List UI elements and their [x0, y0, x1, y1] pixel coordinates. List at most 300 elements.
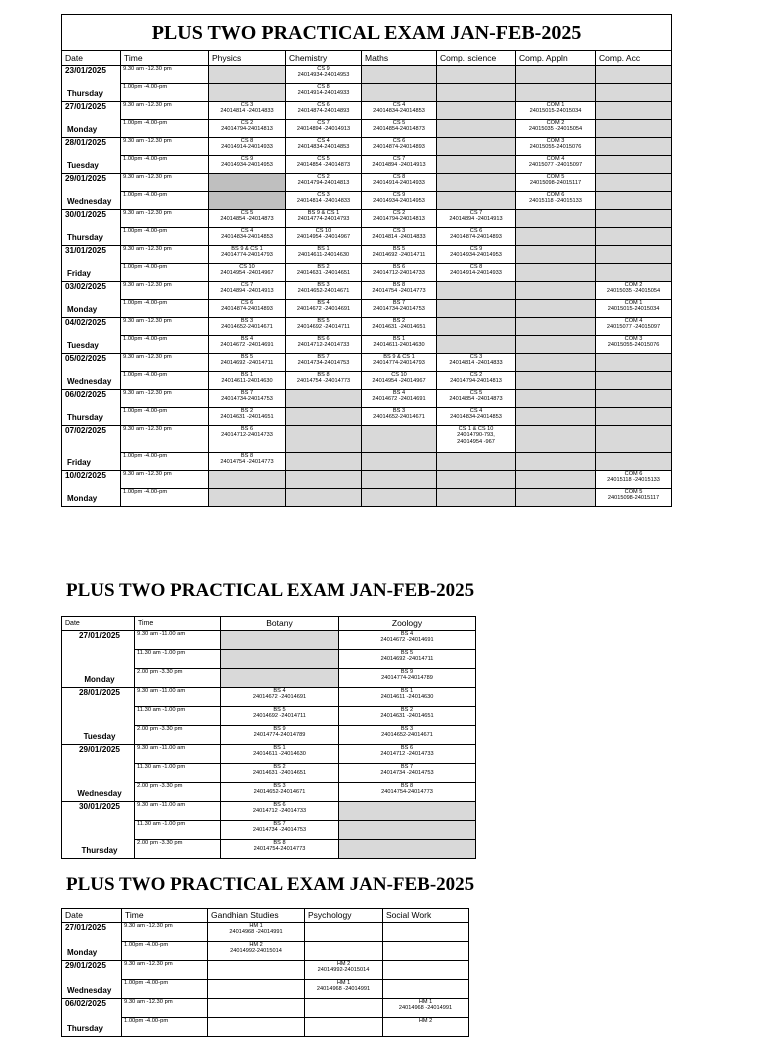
empty-slot: [516, 264, 596, 282]
empty-slot: [516, 471, 596, 489]
batch-label: CS 10: [391, 372, 407, 378]
empty-slot: [383, 923, 469, 942]
batch-label: BS 8: [273, 840, 286, 846]
empty-slot: [362, 66, 437, 84]
empty-slot: [339, 840, 476, 859]
empty-slot: [596, 426, 672, 453]
register-range: 24014611-24014630: [221, 378, 273, 385]
table-row: [62, 961, 469, 980]
day-label: Friday: [67, 269, 92, 278]
slot-cell: [516, 120, 596, 138]
time-cell: 9.30 am -12.30 pm: [121, 210, 209, 228]
empty-slot: [437, 318, 516, 336]
time-cell: 9.30 am -11.00 am: [135, 802, 221, 821]
empty-slot: [209, 174, 286, 192]
batch-label: BS 2: [273, 764, 286, 770]
empty-slot: [437, 174, 516, 192]
date-label: 05/02/2025: [65, 354, 106, 363]
date-cell: [62, 923, 122, 961]
date-cell: [62, 174, 121, 210]
column-header: Date: [62, 51, 121, 66]
batch-label: COM 5: [624, 489, 643, 495]
batch-label: BS 3: [317, 282, 330, 288]
register-range: 24014712 -24014733: [380, 751, 434, 758]
empty-slot: [339, 802, 476, 821]
batch-label: BS 9: [273, 726, 286, 732]
empty-slot: [221, 669, 339, 688]
empty-slot: [596, 228, 672, 246]
slot-cell: [437, 354, 516, 372]
empty-slot: [437, 336, 516, 354]
register-range: 24014692 -24014711: [253, 713, 306, 720]
date-cell: [62, 318, 121, 354]
slot-cell: [305, 980, 383, 999]
slot-cell: [208, 942, 305, 961]
table-row: [62, 688, 476, 707]
time-cell: 11.30 am -1.00 pm: [135, 707, 221, 726]
batch-label: BS 8: [400, 783, 414, 789]
register-range: 24014874-24014893: [373, 144, 425, 151]
slot-cell: [221, 840, 339, 859]
slot-cell: [221, 802, 339, 821]
register-range: 24014992-24015014: [317, 967, 370, 974]
day-label: Tuesday: [83, 732, 116, 741]
time-cell: 9.30 am -12.30 pm: [121, 426, 209, 453]
empty-slot: [437, 102, 516, 120]
slot-cell: [339, 631, 476, 650]
table-row: [62, 228, 672, 246]
table-row: [62, 489, 672, 507]
batch-label: CS 2: [317, 174, 330, 180]
batch-label: BS 5: [400, 650, 414, 656]
time-cell: 9.30 am -12.30 pm: [121, 390, 209, 408]
slot-cell: [362, 300, 437, 318]
register-range: 24014672 -24014691: [372, 396, 426, 403]
slot-cell: [221, 726, 339, 745]
date-cell: [62, 390, 121, 426]
slot-cell: [362, 102, 437, 120]
register-range: 24014794-24014813: [373, 216, 425, 223]
batch-label: CS 9: [392, 192, 406, 198]
slot-cell: [516, 138, 596, 156]
register-range: 24014914-24014933: [450, 270, 502, 277]
register-range: 24014692 -24014711: [220, 360, 274, 367]
batch-label: CS 1 & CS 10: [458, 426, 494, 432]
register-range: 24014672 -24014691: [220, 342, 274, 349]
empty-slot: [516, 246, 596, 264]
register-range: 24014734 -24014753: [380, 770, 434, 777]
day-label: Wednesday: [77, 789, 122, 798]
slot-cell: [209, 336, 286, 354]
register-range: 24015098-24015117: [529, 180, 582, 187]
register-range: 24015077 -24015097: [606, 324, 661, 331]
empty-slot: [208, 980, 305, 999]
batch-label: CS 7: [469, 210, 483, 216]
batch-label: CS 3: [240, 102, 254, 108]
batch-label: BS 9: [400, 669, 414, 675]
empty-slot: [516, 372, 596, 390]
register-range: 24014712-24014733: [373, 270, 425, 277]
batch-label: CS 4: [392, 102, 406, 108]
batch-label: BS 4: [240, 336, 254, 342]
batch-label: CS 7: [317, 120, 330, 126]
date-label: 29/01/2025: [65, 961, 106, 970]
empty-slot: [437, 300, 516, 318]
slot-cell: [286, 336, 362, 354]
empty-slot: [362, 471, 437, 489]
day-label: Tuesday: [67, 341, 99, 350]
batch-label: CS 3: [469, 354, 483, 360]
register-range: 24014734-24014753: [221, 396, 273, 403]
table-row: [62, 980, 469, 999]
time-cell: 9.30 am -12.30 pm: [121, 282, 209, 300]
batch-label: CS 7: [240, 282, 254, 288]
day-label: Monday: [67, 948, 98, 957]
time-cell: 9.30 am -12.30 pm: [121, 246, 209, 264]
column-header: Date: [62, 909, 122, 923]
slot-cell: [437, 228, 516, 246]
header-row: [62, 51, 672, 66]
date-cell: [62, 426, 121, 471]
slot-cell: [516, 192, 596, 210]
batch-label: COM 4: [624, 318, 643, 324]
register-range: 24014774-24014789: [381, 675, 433, 682]
batch-label: COM 1: [546, 102, 565, 108]
slot-cell: [209, 246, 286, 264]
slot-cell: [286, 300, 362, 318]
register-range: 24014692 -24014711: [380, 656, 434, 663]
register-range: 24014734-24014753: [297, 360, 350, 367]
batch-label: BS 6: [317, 336, 330, 342]
day-label: Friday: [67, 458, 92, 467]
batch-label: BS 4: [317, 300, 330, 306]
register-range: 24014754-24014773: [253, 846, 306, 853]
slot-cell: [437, 264, 516, 282]
empty-slot: [286, 390, 362, 408]
empty-slot: [596, 264, 672, 282]
slot-cell: [209, 426, 286, 453]
date-cell: [62, 471, 121, 507]
batch-label: CS 6: [469, 228, 483, 234]
slot-cell: [286, 210, 362, 228]
register-range: 24014754 -24014773: [372, 288, 426, 295]
register-range: 24014914-24014933: [297, 90, 350, 97]
empty-slot: [286, 489, 362, 507]
table-row: [62, 426, 672, 453]
register-range: 24014611 -24014630: [253, 751, 306, 758]
empty-slot: [516, 228, 596, 246]
batch-label: CS 10: [239, 264, 255, 270]
register-range: 24015015-24015034: [529, 108, 582, 115]
register-range: 24014914-24014933: [221, 144, 273, 151]
slot-cell: [221, 783, 339, 802]
day-label: Monday: [67, 305, 98, 314]
slot-cell: [286, 138, 362, 156]
empty-slot: [286, 471, 362, 489]
slot-cell: [362, 228, 437, 246]
date-cell: [62, 138, 121, 174]
batch-label: CS 9: [469, 246, 483, 252]
day-label: Thursday: [67, 413, 104, 422]
register-range: 24014914-24014933: [373, 180, 425, 187]
empty-slot: [286, 426, 362, 453]
register-range: 24015015-24015034: [607, 306, 660, 313]
column-header: Physics: [209, 51, 286, 66]
register-range: 24014712-24014733: [297, 342, 350, 349]
empty-slot: [596, 138, 672, 156]
slot-cell: [209, 453, 286, 471]
register-range: 24014611-24014630: [373, 342, 425, 349]
batch-label: CS 10: [315, 228, 332, 234]
register-range: 24014854 -24014873: [220, 216, 274, 223]
slot-cell: [209, 408, 286, 426]
register-range: 24014734 -24014753: [252, 827, 307, 834]
time-cell: 1.00pm -4.00-pm: [122, 980, 208, 999]
batch-label: BS 9 & CS 1: [231, 246, 263, 252]
slot-cell: [209, 264, 286, 282]
empty-slot: [596, 453, 672, 471]
register-range: 24015055-24015076: [607, 342, 660, 349]
register-range: 24014934-24014953: [221, 162, 273, 169]
day-label: Thursday: [67, 89, 104, 98]
batch-label: CS 5: [240, 210, 254, 216]
day-label: Thursday: [67, 233, 104, 242]
column-header: Date: [62, 617, 135, 631]
register-range: 24014712-24014733: [221, 432, 273, 439]
empty-slot: [362, 84, 437, 102]
time-cell: 1.00pm -4.00-pm: [122, 1018, 208, 1037]
time-cell: 1.00pm -4.00-pm: [121, 453, 209, 471]
time-cell: 1.00pm -4.00-pm: [121, 489, 209, 507]
batch-label: COM 6: [624, 471, 643, 477]
date-label: 29/01/2025: [65, 174, 106, 183]
time-cell: 9.30 am -12.30 pm: [121, 318, 209, 336]
register-range: 24014774-24014789: [253, 732, 306, 739]
slot-cell: [339, 726, 476, 745]
time-cell: 9.30 am -12.30 pm: [121, 471, 209, 489]
slot-cell: [437, 372, 516, 390]
column-header: Zoology: [339, 617, 476, 631]
register-range: 24014834-24014853: [450, 414, 502, 421]
slot-cell: [286, 192, 362, 210]
day-label: Wednesday: [67, 986, 112, 995]
exam-schedule-biology: [61, 616, 476, 859]
table-row: [62, 923, 469, 942]
table-row: [62, 318, 672, 336]
table-row: [62, 156, 672, 174]
register-range: 24015035 -24015054: [528, 126, 583, 133]
batch-label: COM 3: [624, 336, 643, 342]
slot-cell: [209, 282, 286, 300]
batch-label: BS 8: [392, 282, 406, 288]
batch-label: BS 2: [392, 318, 406, 324]
column-header: Botany: [221, 617, 339, 631]
date-label: 27/01/2025: [65, 102, 106, 111]
batch-label: BS 3: [400, 726, 414, 732]
batch-label: BS 6: [400, 745, 414, 751]
date-cell: [62, 961, 122, 999]
register-range: 24014712 -24014733: [252, 808, 307, 815]
batch-label: HM 2: [336, 961, 351, 967]
date-cell: [62, 210, 121, 246]
slot-cell: [437, 210, 516, 228]
register-range: 24014652-24014671: [221, 324, 273, 331]
table-row: [62, 408, 672, 426]
batch-label: CS 6: [240, 300, 254, 306]
slot-cell: [208, 923, 305, 942]
header-row: [62, 617, 476, 631]
register-range: 24015035 -24015054: [606, 288, 661, 295]
slot-cell: [209, 156, 286, 174]
slot-cell: [516, 174, 596, 192]
slot-cell: [209, 102, 286, 120]
register-range: 24014631 -24014651: [296, 270, 351, 277]
date-cell: [62, 688, 135, 745]
empty-slot: [209, 84, 286, 102]
column-header: Time: [122, 909, 208, 923]
register-range: 24014754-24014773: [381, 789, 433, 796]
column-header: Time: [135, 617, 221, 631]
batch-label: CS 2: [240, 120, 254, 126]
science-timetable: [61, 14, 672, 507]
batch-label: BS 7: [273, 821, 286, 827]
table-row: [62, 372, 672, 390]
slot-cell: [209, 300, 286, 318]
day-label: Wednesday: [67, 377, 112, 386]
batch-label: BS 5: [317, 318, 330, 324]
column-header: Psychology: [305, 909, 383, 923]
batch-label: BS 8: [240, 453, 254, 459]
register-range: 24014754 -24014773: [220, 459, 274, 466]
empty-slot: [383, 980, 469, 999]
empty-slot: [437, 471, 516, 489]
batch-label: BS 5: [240, 354, 254, 360]
exam-schedule-humanities: [61, 908, 469, 1037]
time-cell: 11.30 am -1.00 pm: [135, 764, 221, 783]
batch-label: CS 9: [240, 156, 254, 162]
exam-schedule-science: [61, 14, 672, 507]
slot-cell: [209, 138, 286, 156]
slot-cell: [362, 408, 437, 426]
batch-label: BS 4: [400, 631, 414, 637]
empty-slot: [437, 138, 516, 156]
empty-slot: [596, 66, 672, 84]
empty-slot: [209, 471, 286, 489]
time-cell: 1.00pm -4.00-pm: [121, 120, 209, 138]
table-row: [62, 471, 672, 489]
table-row: [62, 745, 476, 764]
slot-cell: [362, 282, 437, 300]
slot-cell: [362, 354, 437, 372]
slot-cell: [362, 372, 437, 390]
batch-label: CS 4: [240, 228, 254, 234]
batch-label: BS 5: [273, 707, 286, 713]
register-range: 24014834-24014853: [297, 144, 350, 151]
column-header: Social Work: [383, 909, 469, 923]
batch-label: BS 6: [392, 264, 406, 270]
time-cell: 9.30 am -12.30 pm: [122, 999, 208, 1018]
time-cell: 9.30 am -12.30 pm: [121, 102, 209, 120]
empty-slot: [516, 408, 596, 426]
batch-label: HM 1: [336, 980, 351, 986]
slot-cell: [339, 707, 476, 726]
batch-label: BS 9 & CS 1: [383, 354, 415, 360]
batch-label: CS 8: [392, 174, 406, 180]
empty-slot: [516, 354, 596, 372]
slot-cell: [286, 354, 362, 372]
empty-slot: [362, 453, 437, 471]
register-range: 24014754 -24014773: [296, 378, 351, 385]
register-range: 24014652-24014671: [297, 288, 350, 295]
batch-label: BS 2: [400, 707, 414, 713]
date-label: 06/02/2025: [65, 390, 106, 399]
register-range: 24014692 -24014711: [372, 252, 426, 259]
batch-label: HM 1: [249, 923, 263, 929]
time-cell: 1.00pm -4.00-pm: [121, 156, 209, 174]
batch-label: BS 9 & CS 1: [307, 210, 340, 216]
register-range: 24014774-24014793: [297, 216, 350, 223]
slot-cell: [383, 999, 469, 1018]
table-row: [62, 102, 672, 120]
empty-slot: [383, 961, 469, 980]
batch-label: CS 4: [469, 408, 483, 414]
register-range: 24015077 -24015097: [528, 162, 583, 169]
batch-label: BS 3: [240, 318, 254, 324]
time-cell: 1.00pm -4.00-pm: [121, 408, 209, 426]
register-range: 24014652-24014671: [373, 414, 425, 421]
register-range: 24014834-24014853: [221, 234, 273, 241]
empty-slot: [516, 336, 596, 354]
slot-cell: [286, 282, 362, 300]
slot-cell: [362, 156, 437, 174]
register-range: 24015118 -24015133: [529, 198, 582, 205]
slot-cell: [339, 764, 476, 783]
column-header: Comp. science: [437, 51, 516, 66]
date-label: 29/01/2025: [79, 745, 120, 754]
register-range: 24014631 -24014651: [380, 713, 434, 720]
empty-slot: [596, 120, 672, 138]
register-range: 24014652-24014671: [253, 789, 306, 796]
slot-cell: [209, 210, 286, 228]
slot-cell: [286, 156, 362, 174]
date-label: 28/01/2025: [65, 138, 106, 147]
slot-cell: [437, 390, 516, 408]
empty-slot: [516, 300, 596, 318]
table-row: [62, 300, 672, 318]
register-range: 24014692 -24014711: [297, 324, 350, 331]
day-label: Monday: [84, 675, 115, 684]
empty-slot: [208, 1018, 305, 1037]
table3-title: PLUS TWO PRACTICAL EXAM JAN-FEB-2025: [66, 874, 475, 895]
register-range: 24014672 -24014691: [380, 637, 434, 644]
empty-slot: [286, 453, 362, 471]
empty-slot: [596, 84, 672, 102]
batch-label: COM 2: [546, 120, 565, 126]
register-range: 24014894 -24014913: [449, 216, 503, 223]
register-range: 24014672 -24014691: [252, 694, 307, 701]
table-row: [62, 942, 469, 961]
time-cell: 2.00 pm -3.30 pm: [135, 669, 221, 688]
batch-label: BS 1: [240, 372, 254, 378]
batch-label: BS 7: [317, 354, 330, 360]
empty-slot: [516, 210, 596, 228]
slot-cell: [339, 745, 476, 764]
time-cell: 9.30 am -12.30 pm: [121, 174, 209, 192]
register-range: 24014672 -24014691: [296, 306, 351, 313]
slot-cell: [362, 246, 437, 264]
slot-cell: [286, 228, 362, 246]
slot-cell: [305, 961, 383, 980]
